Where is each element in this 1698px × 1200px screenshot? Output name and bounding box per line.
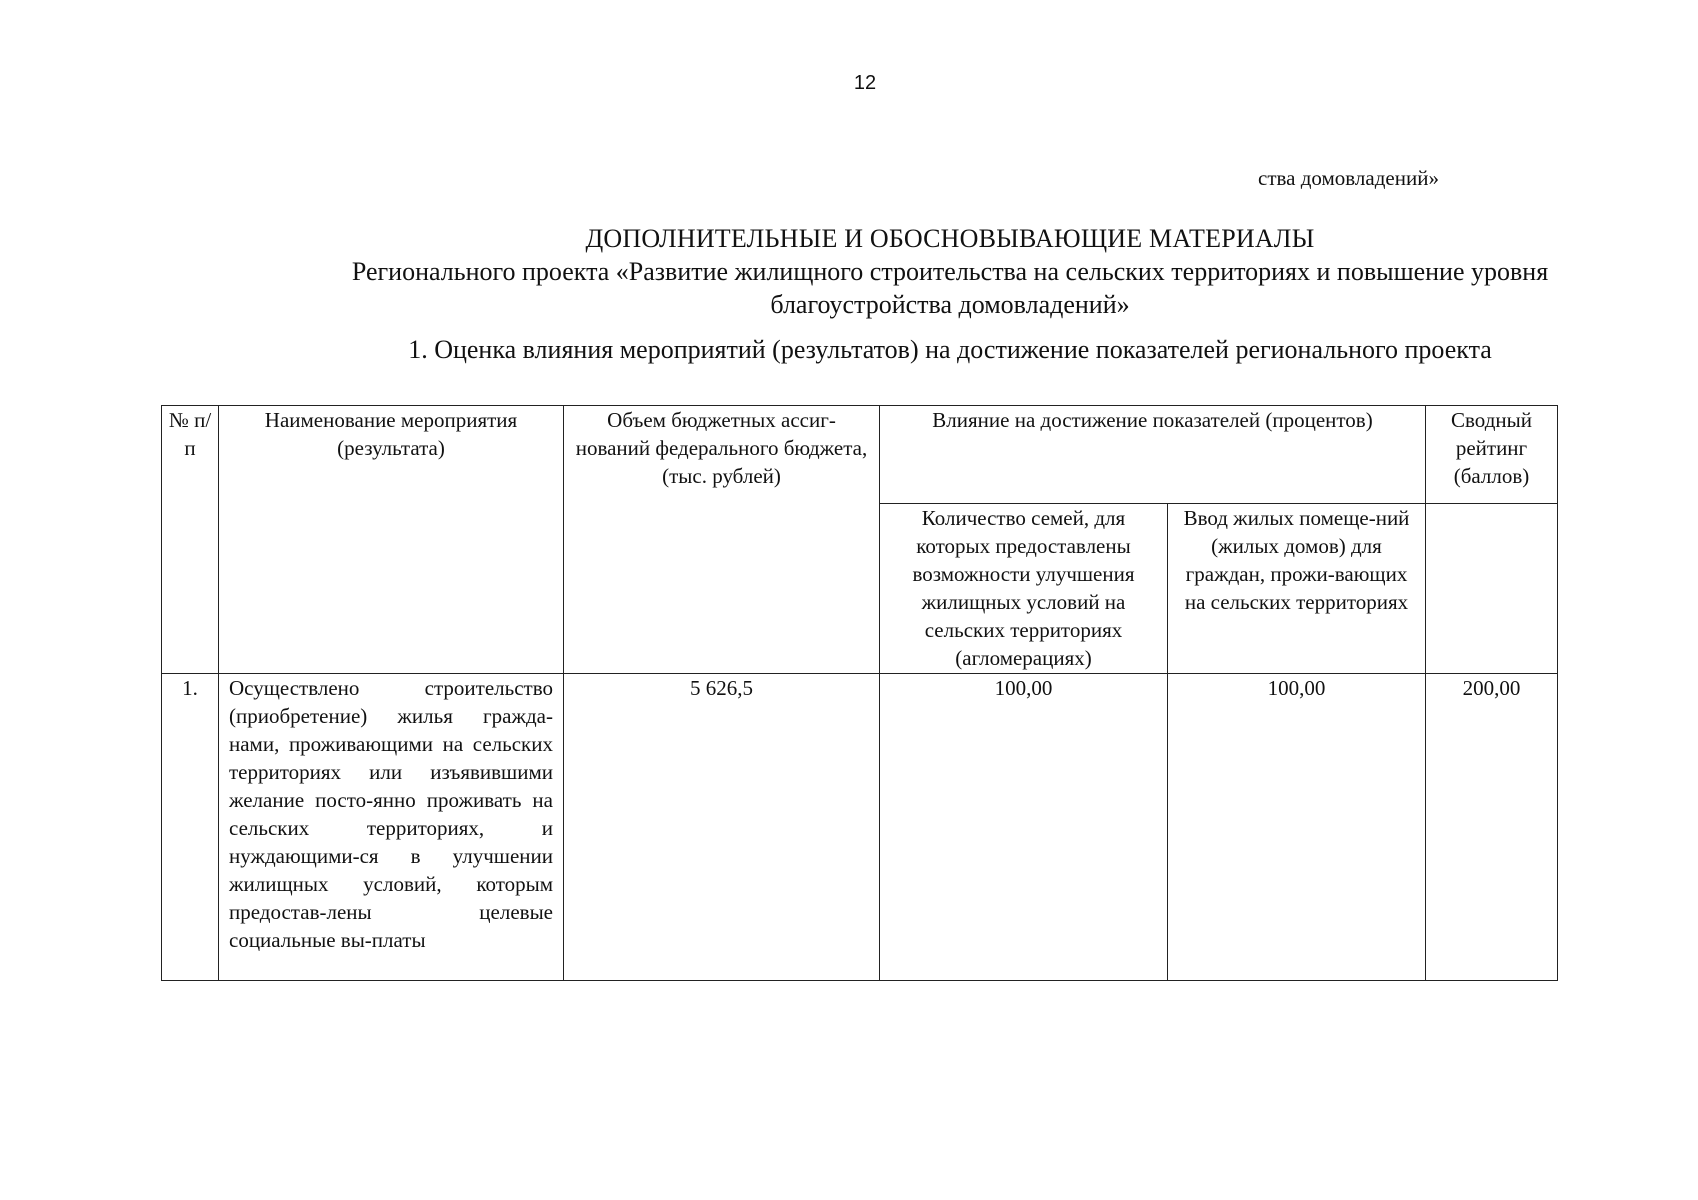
carryover-text: ства домовладений»: [1258, 166, 1439, 190]
section-title: 1. Оценка влияния мероприятий (результатов) на достижение показателей регионального проекта: [408, 335, 1492, 364]
table-row: [162, 674, 1558, 981]
header-number: № п/п: [162, 406, 219, 674]
row-budget: 5 626,5: [564, 674, 880, 981]
header-rating-empty: [1426, 504, 1558, 674]
header-budget: Объем бюджетных ассиг-нований федерального бюджета, (тыс. рублей): [564, 406, 880, 674]
header-name: Наименование мероприятия (результата): [219, 406, 564, 674]
header-indicator1: Количество семей, для которых предоставлены возможности улучшения жилищных условий на сельских территориях (агломерациях): [880, 504, 1168, 674]
page-number: 12: [853, 72, 877, 94]
heading-title: ДОПОЛНИТЕЛЬНЫЕ И ОБОСНОВЫВАЮЩИЕ МАТЕРИАЛЫ: [585, 224, 1315, 253]
impact-table: [161, 405, 1558, 981]
header-indicator2: Ввод жилых помеще-ний (жилых домов) для граждан, прожи-вающих на сельских территориях: [1168, 504, 1426, 674]
row-rating: 200,00: [1426, 674, 1558, 981]
document-heading: [160, 222, 1698, 321]
row-number: 1.: [162, 674, 219, 981]
row-name: Осуществлено строительство (приобретение) жилья гражда-нами, проживающими на сельских территориях или изъявившими желание посто-янно проживать на сельских территориях, и нуждающими-ся в улучшении жилищных условий, которым предостав-лены целевые социальные вы-платы: [219, 674, 564, 981]
row-indicator2: 100,00: [1168, 674, 1426, 981]
header-impact: Влияние на достижение показателей (процентов): [880, 406, 1426, 504]
heading-subtitle-line1: Регионального проекта «Развитие жилищного строительства на сельских территориях и повышение уровня: [351, 257, 1549, 286]
header-rating: Сводный рейтинг (баллов): [1426, 406, 1558, 504]
row-indicator1: 100,00: [880, 674, 1168, 981]
heading-subtitle-line2: благоустройства домовладений»: [770, 290, 1130, 319]
table-header-row: [162, 406, 1558, 504]
